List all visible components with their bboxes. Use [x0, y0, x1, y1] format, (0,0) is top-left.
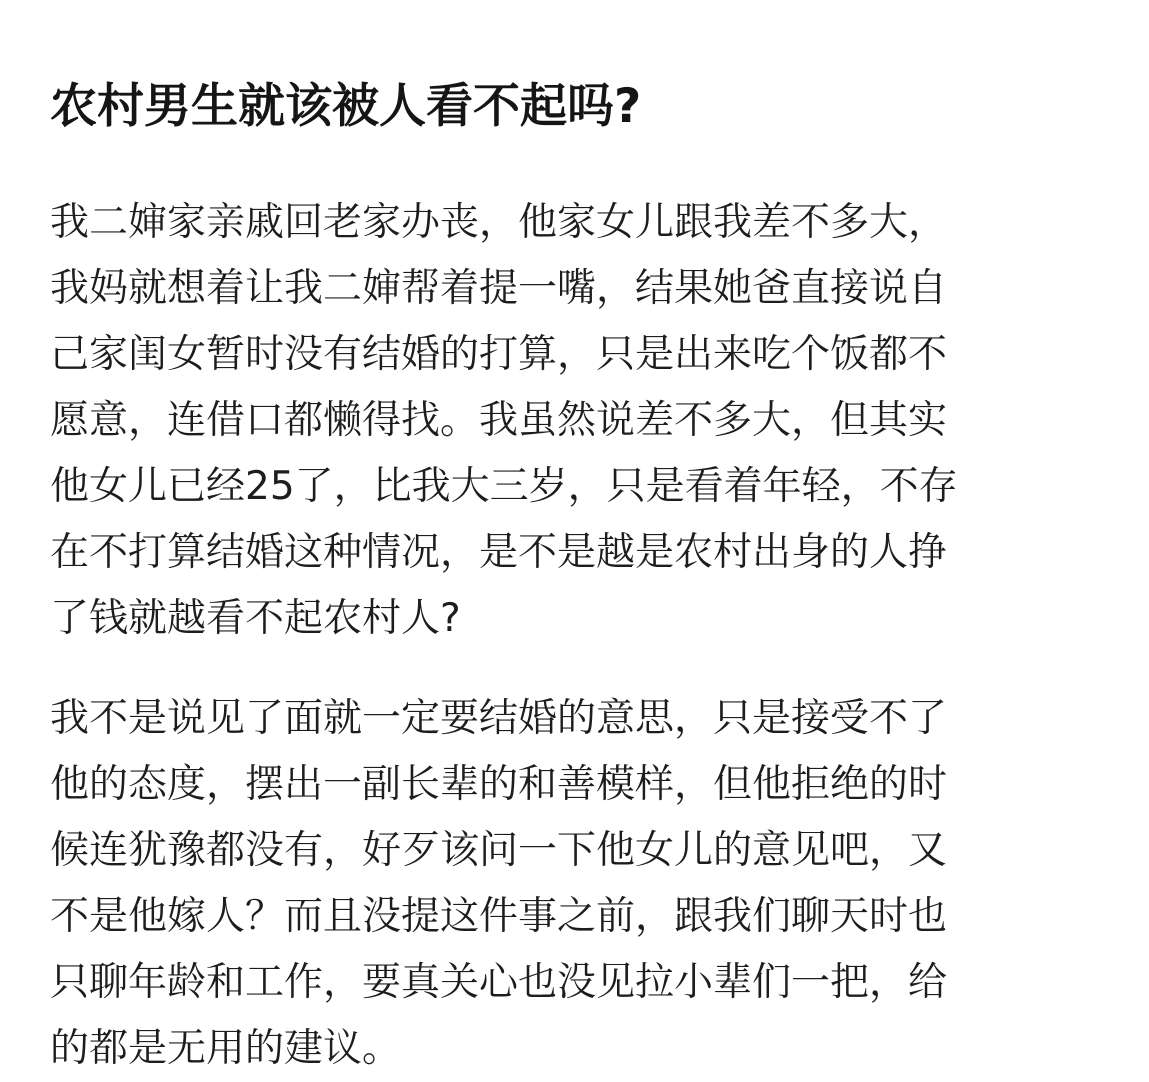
paragraph-line: 己家闺女暂时没有结婚的打算，只是出来吃个饭都不 [50, 332, 948, 377]
paragraph-line: 只聊年龄和工作，要真关心也没见拉小辈们一把，给 [50, 960, 948, 1005]
post-title: 农村男生就该被人看不起吗? [50, 79, 642, 134]
paragraph-line: 候连犹豫都没有，好歹该问一下他女儿的意见吧，又 [50, 828, 948, 873]
post-paragraph-1 [50, 190, 1110, 652]
paragraph-line: 他的态度，摆出一副长辈的和善模样，但他拒绝的时 [50, 762, 948, 807]
paragraph-line: 我妈就想着让我二婶帮着提一嘴，结果她爸直接说自 [50, 266, 948, 311]
paragraph-line: 我二婶家亲戚回老家办丧，他家女儿跟我差不多大， [50, 200, 948, 245]
paragraph-line: 不是他嫁人？而且没提这件事之前，跟我们聊天时也 [50, 894, 948, 939]
paragraph-line: 我不是说见了面就一定要结婚的意思，只是接受不了 [50, 696, 948, 741]
paragraph-line: 愿意，连借口都懒得找。我虽然说差不多大，但其实 [50, 398, 948, 443]
paragraph-line: 他女儿已经25了，比我大三岁，只是看着年轻，不存 [50, 464, 958, 509]
post-paragraph-2 [50, 686, 1110, 1082]
paragraph-line: 在不打算结婚这种情况，是不是越是农村出身的人挣 [50, 530, 948, 575]
paragraph-line: 的都是无用的建议。 [50, 1026, 402, 1071]
paragraph-line: 了钱就越看不起农村人? [50, 596, 461, 641]
